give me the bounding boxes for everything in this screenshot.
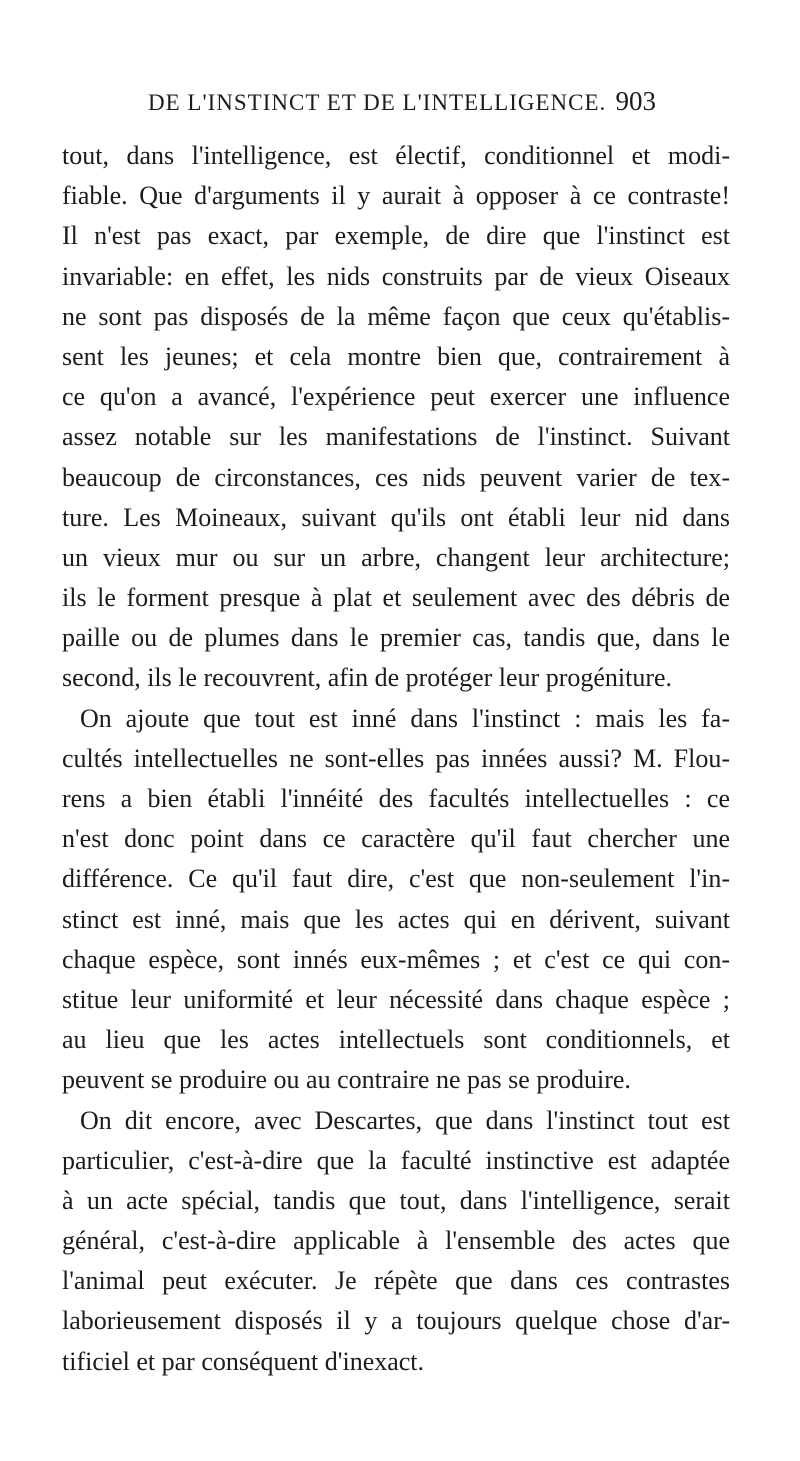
text-line: sent les jeunes; et cela montre bien que, contrairement à — [62, 341, 730, 371]
body-text — [62, 136, 730, 1382]
text-line: général, c'est-à-dire applicable à l'ensemble des actes que — [62, 1226, 730, 1256]
text-line: assez notable sur les manifestations de l'instinct. Suivant — [62, 422, 730, 452]
text-line: rens a bien établi l'innéité des facultés intellectuelles : ce — [62, 784, 730, 813]
text-line: à un acte spécial, tandis que tout, dans l'intelligence, serait — [62, 1185, 730, 1215]
running-header — [148, 86, 656, 122]
text-line: n'est donc point dans ce caractère qu'il faut chercher une — [62, 824, 730, 854]
text-line: tout, dans l'intelligence, est électif, conditionnel et modi- — [62, 141, 730, 170]
text-line: ce qu'on a avancé, l'expérience peut exercer une influence — [62, 382, 730, 412]
text-line: un vieux mur ou sur un arbre, changent leur architecture; — [62, 542, 730, 572]
page-number: 903 — [615, 86, 656, 116]
text-line: peuvent se produire ou au contraire ne pas se produire. — [62, 1065, 631, 1095]
text-line: stinct est inné, mais que les actes qui en dérivent, suivant — [62, 904, 730, 934]
text-line: On ajoute que tout est inné dans l'instinct : mais les fa- — [80, 703, 730, 733]
text-line: stitue leur uniformité et leur nécessité dans chaque espèce ; — [62, 984, 730, 1014]
text-line: ne sont pas disposés de la même façon que ceux qu'établis- — [62, 301, 730, 331]
text-line: au lieu que les actes intellectuels sont conditionnels, et — [62, 1025, 730, 1055]
text-line: fiable. Que d'arguments il y aurait à opposer à ce contraste! — [62, 181, 730, 211]
text-line: beaucoup de circonstances, ces nids peuvent varier de tex- — [62, 462, 730, 492]
text-line: laborieusement disposés il y a toujours quelque chose d'ar- — [62, 1306, 730, 1336]
text-line: chaque espèce, sont innés eux-mêmes ; et c'est ce qui con- — [62, 944, 730, 974]
text-line: ture. Les Moineaux, suivant qu'ils ont établi leur nid dans — [62, 502, 730, 532]
text-line: paille ou de plumes dans le premier cas, tandis que, dans le — [62, 623, 730, 653]
text-line: tificiel et par conséquent d'inexact. — [62, 1346, 425, 1376]
text-line: On dit encore, avec Descartes, que dans l'instinct tout est — [80, 1105, 730, 1135]
running-header-title: DE L'INSTINCT ET DE L'INTELLIGENCE. — [148, 90, 607, 115]
text-line: second, ils le recouvrent, afin de protéger leur progéniture. — [62, 663, 673, 693]
text-line: invariable: en effet, les nids construits par de vieux Oiseaux — [62, 261, 730, 291]
text-line: particulier, c'est-à-dire que la faculté instinctive est adaptée — [62, 1145, 730, 1175]
text-line: différence. Ce qu'il faut dire, c'est que non-seulement l'in- — [62, 864, 730, 894]
text-line: l'animal peut exécuter. Je répète que dans ces contrastes — [62, 1266, 730, 1296]
text-line: ils le forment presque à plat et seulement avec des débris de — [62, 583, 730, 613]
text-line: Il n'est pas exact, par exemple, de dire que l'instinct est — [62, 221, 730, 251]
text-line: cultés intellectuelles ne sont-elles pas innées aussi? M. Flou- — [62, 743, 730, 773]
